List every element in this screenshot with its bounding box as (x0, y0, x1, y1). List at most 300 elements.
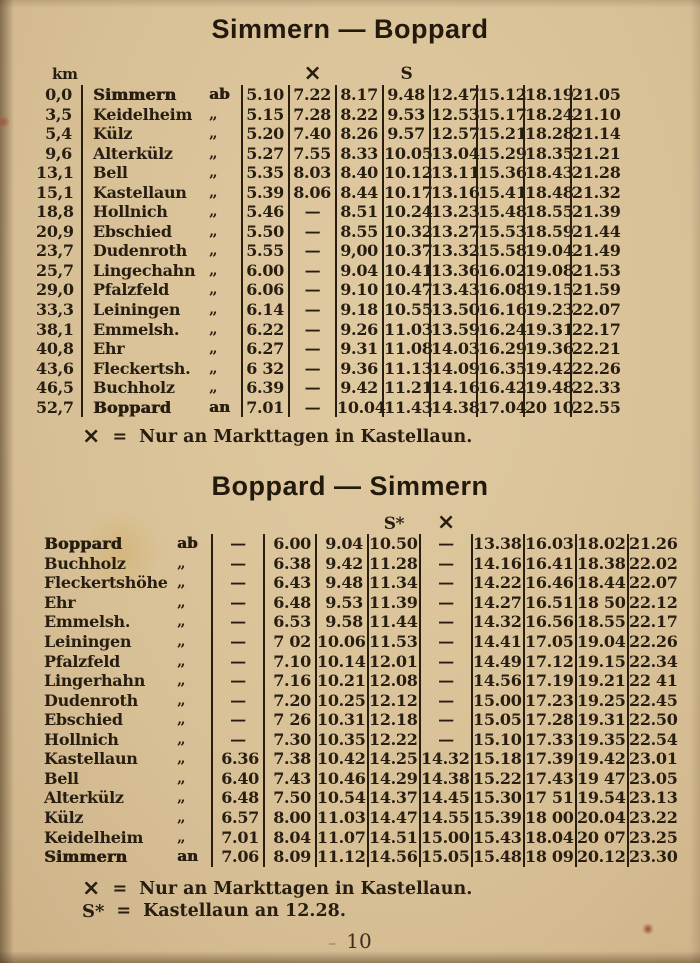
time-cell: 7.43 (264, 769, 316, 789)
time-cell: 21.53 (572, 260, 621, 280)
ab-an-mark-cell: „ (209, 300, 218, 319)
table-row (36, 85, 618, 105)
station-cell: Simmern (44, 847, 128, 867)
time-cell: — (420, 593, 472, 613)
s-symbol: S (400, 64, 413, 85)
table-row (36, 339, 618, 359)
time-cell: 14.27 (472, 593, 524, 613)
time-cell: 12.22 (368, 730, 420, 750)
time-cell: 22.33 (572, 378, 621, 398)
time-cell: 10.21 (316, 671, 368, 691)
time-cell: 8.03 (289, 163, 336, 183)
time-cell: 10.31 (316, 710, 368, 730)
ab-an-mark-cell: ab (177, 534, 198, 553)
time-cell: 16.56 (524, 612, 576, 632)
time-cell: 9.04 (336, 261, 383, 281)
time-cell: 9,00 (336, 241, 383, 261)
time-cell: 22.54 (628, 730, 680, 750)
ab-an-mark-cell: „ (209, 241, 218, 260)
time-cell: 13.11 (431, 163, 480, 183)
time-cell: 18.55 (576, 612, 628, 632)
time-cell: 6.36 (212, 749, 264, 769)
time-cell: 14.56 (368, 847, 420, 867)
ab-an-mark-cell: „ (209, 319, 218, 338)
time-cell: 7.30 (264, 730, 316, 750)
time-cell: 8.06 (289, 183, 336, 203)
time-cell: 5.20 (242, 124, 289, 144)
time-cell: 14.16 (431, 378, 480, 398)
station-cell: Külz (44, 807, 84, 827)
time-cell: 21.10 (572, 104, 621, 124)
table-row (40, 534, 680, 554)
time-cell: 8.33 (336, 144, 383, 164)
time-cell: 7.20 (264, 691, 316, 711)
time-cell: 14.51 (368, 828, 420, 848)
table-row (36, 398, 618, 418)
time-cell: 10.17 (384, 182, 433, 202)
ab-an-mark-cell: „ (209, 378, 218, 397)
time-cell: 13.23 (431, 202, 480, 222)
time-cell: 10.55 (384, 300, 433, 320)
table-row (36, 105, 618, 125)
time-cell: 9.53 (316, 593, 368, 613)
time-cell: 22.21 (572, 339, 621, 359)
ab-an-mark-cell: „ (209, 339, 218, 358)
time-cell: 15.36 (478, 163, 527, 183)
time-cell: 18.55 (525, 202, 574, 222)
time-cell: 5.39 (242, 183, 289, 203)
time-cell: 17.28 (524, 710, 576, 730)
km-cell: 20,9 (36, 221, 74, 241)
time-cell: 15.21 (478, 124, 527, 144)
time-cell: 7.01 (212, 828, 264, 848)
time-cell: 20.12 (576, 847, 628, 867)
station-cell: Kastellaun (44, 749, 138, 769)
time-cell: 6 32 (242, 359, 289, 379)
ab-an-mark-cell: „ (177, 690, 186, 709)
time-cell: 14.09 (431, 358, 480, 378)
station-cell: Fleckertsh. (82, 359, 206, 379)
mark-column-spacer (174, 508, 212, 534)
table1-body (36, 85, 621, 417)
time-cell: 14.37 (368, 788, 420, 808)
time-cell: 14.41 (472, 632, 524, 652)
time-cell: 16.51 (524, 593, 576, 613)
column-symbols-row (40, 508, 680, 534)
km-cell: 29,0 (36, 280, 74, 300)
time-cell: 7.55 (289, 144, 336, 164)
station-cell: Emmelsh. (82, 320, 206, 340)
time-cell: 8.40 (336, 163, 383, 183)
time-cell: 19.23 (525, 300, 574, 320)
time-cell: 22.17 (628, 612, 680, 632)
table-row (36, 378, 618, 398)
page-number: 10 (346, 928, 372, 953)
time-cell: 11.07 (316, 828, 368, 848)
empty-symbol-cell (576, 508, 628, 534)
time-cell: 15.00 (472, 691, 524, 711)
time-cell: 18.38 (576, 554, 628, 574)
time-cell: 19.15 (576, 652, 628, 672)
time-cell: 11.53 (368, 632, 420, 652)
simmern-boppard-table (36, 59, 621, 417)
station-cell: Simmern (82, 85, 206, 105)
time-cell: 18.28 (525, 124, 574, 144)
time-cell: 10.25 (316, 691, 368, 711)
time-cell: 5.55 (242, 241, 289, 261)
time-cell: — (212, 632, 264, 652)
time-cell: 15.41 (478, 182, 527, 202)
column-symbols-row (36, 59, 618, 85)
time-cell: 12.57 (431, 124, 480, 144)
table-row (36, 359, 618, 379)
ab-an-mark-cell: „ (177, 573, 186, 592)
time-cell: 11.39 (368, 593, 420, 613)
time-cell: 7 02 (264, 632, 316, 652)
station-cell: Emmelsh. (44, 612, 131, 632)
time-cell: — (212, 534, 264, 554)
time-cell: 9.42 (316, 554, 368, 574)
time-cell: 19.42 (576, 749, 628, 769)
time-cell: 14.38 (420, 769, 472, 789)
market-day-cross-icon: × (82, 875, 101, 901)
time-cell: 9.18 (336, 300, 383, 320)
time-cell: 21.26 (628, 534, 680, 554)
time-cell: 10.32 (384, 221, 433, 241)
time-cell: 10.24 (384, 202, 433, 222)
station-cell: Ehr (44, 592, 76, 612)
table-row (40, 612, 680, 632)
station-column-spacer (40, 508, 174, 534)
table1-title: Simmern — Boppard (211, 14, 489, 44)
time-cell: 10.04 (337, 397, 386, 417)
ab-an-mark-cell: „ (177, 827, 186, 846)
time-cell: 15.18 (472, 749, 524, 769)
time-cell: 7.22 (289, 85, 336, 105)
time-cell: 5.15 (242, 105, 289, 125)
time-cell: 15.05 (472, 710, 524, 730)
time-cell: 16.42 (478, 378, 527, 398)
time-cell: 13.16 (431, 182, 480, 202)
time-cell: 9.26 (336, 320, 383, 340)
station-cell: Ebschied (82, 222, 206, 242)
time-cell: 15.10 (472, 730, 524, 750)
empty-symbol-cell (524, 59, 571, 85)
table-row (36, 222, 618, 242)
km-cell: 18,8 (36, 202, 74, 222)
table-row (40, 554, 680, 574)
ab-an-mark-cell: „ (209, 143, 218, 162)
time-cell: 8.00 (264, 808, 316, 828)
boppard-simmern-table (40, 508, 680, 866)
time-cell: 22.45 (628, 691, 680, 711)
time-cell: 11.43 (384, 397, 433, 417)
station-cell: Leiningen (44, 632, 132, 652)
time-cell: 9.42 (336, 378, 383, 398)
station-cell: Alterkülz (44, 788, 124, 808)
time-cell: 19.36 (525, 339, 574, 359)
time-cell: 8.44 (336, 183, 383, 203)
time-cell: 15.48 (478, 202, 527, 222)
time-cell: 18.02 (576, 534, 628, 554)
table2-title: Boppard — Simmern (211, 471, 489, 502)
page-number-dash: – (328, 932, 337, 952)
time-cell: — (289, 339, 336, 359)
table-row (36, 261, 618, 281)
ab-an-mark-cell: „ (177, 651, 186, 670)
time-cell: — (289, 320, 336, 340)
time-cell: 7.01 (242, 398, 289, 418)
time-cell: 7 26 (264, 710, 316, 730)
time-cell: 10.35 (316, 730, 368, 750)
time-cell: 9.04 (316, 534, 368, 554)
time-cell: 10.54 (316, 788, 368, 808)
time-cell: 21.28 (572, 163, 621, 183)
time-cell: 15.17 (478, 104, 527, 124)
time-cell: 11.03 (384, 319, 433, 339)
time-cell: 19 47 (576, 769, 628, 789)
time-cell: 10.37 (384, 241, 433, 261)
note-text: Kastellaun an 12.28. (143, 901, 346, 922)
time-cell: 18.43 (525, 163, 574, 183)
ab-an-mark-cell: „ (177, 710, 186, 729)
time-cell: 7.16 (264, 671, 316, 691)
ab-an-mark-cell: „ (209, 221, 218, 240)
table2-note-s-star (82, 901, 700, 922)
time-cell: — (420, 534, 472, 554)
ab-an-mark-cell: „ (209, 202, 218, 221)
table-row (40, 691, 680, 711)
time-cell: 17.39 (524, 749, 576, 769)
time-cell: 5.50 (242, 222, 289, 242)
time-cell: 20 07 (576, 828, 628, 848)
time-cell: 19.35 (576, 730, 628, 750)
time-cell: 11.08 (384, 339, 433, 359)
time-cell: 6.57 (212, 808, 264, 828)
ab-an-mark-cell: „ (177, 553, 186, 572)
time-cell: 6.00 (242, 261, 289, 281)
time-cell: 21.44 (572, 221, 621, 241)
time-cell: 23.05 (628, 769, 680, 789)
time-cell: — (420, 632, 472, 652)
table-row (40, 652, 680, 672)
s-star-symbol: S* (82, 900, 105, 922)
time-cell: 11.34 (368, 573, 420, 593)
ab-an-mark-cell: „ (209, 182, 218, 201)
time-cell: 9.48 (316, 573, 368, 593)
time-cell: 14.38 (431, 397, 480, 417)
time-cell: 7.28 (289, 105, 336, 125)
time-cell: 6.38 (264, 554, 316, 574)
time-cell: 19.31 (525, 319, 574, 339)
station-cell: Pfalzfeld (82, 280, 206, 300)
time-cell: 23.22 (628, 808, 680, 828)
station-cell: Boppard (82, 398, 206, 418)
station-cell: Külz (82, 124, 206, 144)
time-cell: 18.04 (524, 828, 576, 848)
km-cell: 5,4 (45, 124, 72, 144)
time-cell: 12.18 (368, 710, 420, 730)
ab-an-mark-cell: ab (209, 85, 230, 103)
table-row (36, 241, 618, 261)
time-cell: — (212, 652, 264, 672)
time-cell: 16.41 (524, 554, 576, 574)
ab-an-mark-cell: „ (177, 632, 186, 651)
time-cell: 18.44 (576, 573, 628, 593)
time-cell: 12.08 (368, 671, 420, 691)
time-cell: 11.21 (384, 378, 433, 398)
ab-an-mark-cell: „ (177, 788, 186, 807)
time-cell: 15.29 (478, 143, 527, 163)
empty-symbol-cell (524, 508, 576, 534)
station-cell: Lingerhahn (44, 671, 146, 691)
empty-symbol-cell (264, 508, 316, 534)
time-cell: 10.05 (384, 143, 433, 163)
table-row (36, 163, 618, 183)
time-cell: 10.41 (384, 260, 433, 280)
table2-note-cross (82, 875, 700, 901)
table-row (36, 144, 618, 164)
time-cell: 10.06 (316, 632, 368, 652)
time-cell: 22.12 (628, 593, 680, 613)
table-row (40, 573, 680, 593)
table-row (36, 300, 618, 320)
station-cell: Keidelheim (44, 827, 144, 847)
time-cell: 17.33 (524, 730, 576, 750)
time-cell: — (289, 222, 336, 242)
time-cell: 12.53 (431, 104, 480, 124)
station-cell: Dudenroth (82, 241, 206, 261)
time-cell: 12.01 (368, 652, 420, 672)
time-cell: 19.21 (576, 671, 628, 691)
time-cell: 21.21 (572, 143, 621, 163)
time-cell: 17.23 (524, 691, 576, 711)
time-cell: 6.06 (242, 280, 289, 300)
time-cell: 5.35 (242, 163, 289, 183)
time-cell: 15.39 (472, 808, 524, 828)
station-cell: Hollnich (44, 729, 119, 749)
time-cell: 10.47 (384, 280, 433, 300)
time-cell: 11.28 (368, 554, 420, 574)
time-cell: 12.12 (368, 691, 420, 711)
time-cell: 22.55 (572, 397, 621, 417)
time-cell: 13.50 (431, 300, 480, 320)
time-cell: 9.53 (383, 105, 430, 125)
ab-an-mark-cell: an (209, 397, 231, 416)
time-cell: 21.59 (572, 280, 621, 300)
ab-an-mark-cell: „ (209, 260, 218, 279)
time-cell: 19.48 (525, 378, 574, 398)
time-cell: — (420, 691, 472, 711)
ab-an-mark-cell: „ (177, 592, 186, 611)
time-cell: 14.49 (472, 652, 524, 672)
time-cell: 21.14 (572, 124, 621, 144)
time-cell: 18.48 (525, 182, 574, 202)
empty-symbol-cell (212, 508, 264, 534)
time-cell: 15.58 (478, 241, 527, 261)
table-row (40, 808, 680, 828)
time-cell: 18 09 (524, 847, 576, 867)
equals-sign: = (112, 878, 128, 899)
km-cell: 0,0 (45, 85, 72, 104)
time-cell: 6.39 (242, 378, 289, 398)
time-cell: 10.14 (316, 652, 368, 672)
time-cell: 15.22 (472, 769, 524, 789)
time-cell: 9.48 (383, 85, 430, 105)
time-cell: 16.35 (478, 358, 527, 378)
km-cell: 40,8 (36, 339, 74, 359)
time-cell: 22.50 (628, 710, 680, 730)
time-cell: 10.12 (384, 163, 433, 183)
time-cell: 20 10 (525, 397, 574, 417)
time-cell: 17.12 (524, 652, 576, 672)
time-cell: 23.01 (628, 749, 680, 769)
station-cell: Buchholz (44, 553, 126, 573)
time-cell: 8.09 (264, 847, 316, 867)
time-cell: 10.42 (316, 749, 368, 769)
time-cell: 17.19 (524, 671, 576, 691)
km-cell: 52,7 (36, 397, 74, 417)
time-cell: 22.07 (628, 573, 680, 593)
time-cell: 7.40 (289, 124, 336, 144)
time-cell: 5.10 (242, 85, 289, 105)
time-cell: 19.08 (525, 260, 574, 280)
time-cell: 21.39 (572, 202, 621, 222)
equals-sign: = (116, 901, 132, 922)
time-cell: 14.32 (420, 749, 472, 769)
km-cell: 23,7 (36, 241, 74, 261)
table-row (40, 847, 680, 867)
time-cell: 7.10 (264, 652, 316, 672)
time-cell: — (212, 691, 264, 711)
table-row (40, 593, 680, 613)
time-cell: — (212, 671, 264, 691)
time-cell: — (289, 398, 336, 418)
time-cell: — (289, 241, 336, 261)
time-cell: 8.22 (336, 105, 383, 125)
time-cell: 14.03 (431, 339, 480, 359)
time-cell: — (289, 378, 336, 398)
km-cell: 46,5 (36, 378, 74, 398)
time-cell: 6.27 (242, 339, 289, 359)
time-cell: 21.32 (572, 182, 621, 202)
time-cell: 16.03 (524, 534, 576, 554)
time-cell: 18.19 (525, 85, 574, 104)
time-cell: 18.59 (525, 221, 574, 241)
time-cell: 17.04 (478, 397, 527, 417)
time-cell: 14.55 (420, 808, 472, 828)
empty-symbol-cell (477, 59, 524, 85)
time-cell: 13.43 (431, 280, 480, 300)
ab-an-mark-cell: „ (209, 163, 218, 182)
station-cell: Keidelheim (82, 105, 206, 125)
time-cell: — (212, 554, 264, 574)
station-cell: Bell (82, 163, 206, 183)
time-cell: 19.42 (525, 358, 574, 378)
time-cell: — (289, 359, 336, 379)
mark-column-spacer (206, 59, 242, 85)
note-text: Nur an Markttagen in Kastellaun. (139, 878, 473, 899)
time-cell: — (420, 652, 472, 672)
time-cell: 8.55 (336, 222, 383, 242)
time-cell: — (420, 612, 472, 632)
time-cell: — (212, 612, 264, 632)
time-cell: — (420, 710, 472, 730)
km-cell: 33,3 (36, 300, 74, 320)
time-cell: 19.54 (576, 788, 628, 808)
time-cell: 17.05 (524, 632, 576, 652)
ab-an-mark-cell: „ (177, 749, 186, 768)
